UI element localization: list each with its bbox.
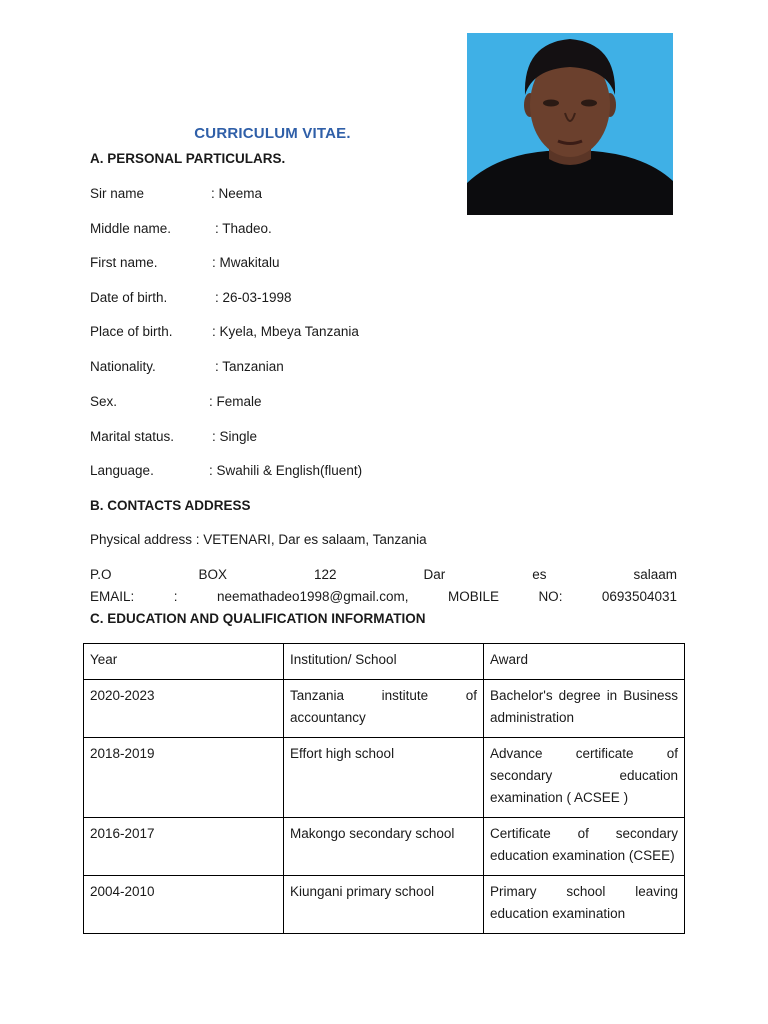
field-value: : Tanzanian xyxy=(215,359,284,374)
education-heading: C. EDUCATION AND QUALIFICATION INFORMATION xyxy=(90,611,426,626)
field-label: Middle name. xyxy=(90,221,172,236)
po-word: es xyxy=(532,567,547,582)
year-cell: 2004-2010 xyxy=(84,876,284,934)
field-value: : 26-03-1998 xyxy=(215,290,292,305)
po-word: 122 xyxy=(313,567,337,582)
table-row xyxy=(84,876,685,934)
education-table xyxy=(83,643,685,934)
field-value: : Neema xyxy=(211,186,263,201)
profile-photo xyxy=(467,33,673,215)
mobile-number: 0693504031 xyxy=(601,589,677,604)
table-header-row xyxy=(84,644,685,680)
field-label: Place of birth. xyxy=(90,324,173,339)
document-title: CURRICULUM VITAE. xyxy=(194,125,351,142)
award-cell: Primary school leaving education examination xyxy=(484,876,685,934)
field-label: Language. xyxy=(90,463,154,478)
email-address: neemathadeo1998@gmail.com, xyxy=(216,589,409,604)
institution-cell: Kiungani primary school xyxy=(284,876,484,934)
year-cell: 2020-2023 xyxy=(84,680,284,738)
field-value: : Mwakitalu xyxy=(212,255,280,270)
field-label: Nationality. xyxy=(90,359,156,374)
field-label: Marital status. xyxy=(90,429,175,444)
award-cell: Certificate of secondary education examination (CSEE) xyxy=(484,818,685,876)
institution-cell: Tanzania institute of accountancy xyxy=(284,680,484,738)
award-cell: Bachelor's degree in Business administration xyxy=(484,680,685,738)
po-word: BOX xyxy=(198,567,227,582)
field-value: : Kyela, Mbeya Tanzania xyxy=(212,324,359,339)
institution-cell: Effort high school xyxy=(284,738,484,818)
table-row xyxy=(84,680,685,738)
table-row xyxy=(84,818,685,876)
po-word: P.O xyxy=(90,567,112,582)
po-word: Dar xyxy=(423,567,446,582)
table-row xyxy=(84,738,685,818)
award-cell: Advance certificate of secondary education examination ( ACSEE ) xyxy=(484,738,685,818)
physical-address: Physical address : VETENARI, Dar es salaam, Tanzania xyxy=(90,532,427,547)
contacts-heading: B. CONTACTS ADDRESS xyxy=(90,498,251,513)
po-box-line xyxy=(90,567,677,582)
field-label: Date of birth. xyxy=(90,290,168,305)
year-cell: 2018-2019 xyxy=(84,738,284,818)
field-value: : Thadeo. xyxy=(215,221,272,236)
field-value: : Swahili & English(fluent) xyxy=(209,463,363,478)
field-label: Sex. xyxy=(90,394,118,409)
email-label: EMAIL: xyxy=(90,589,135,604)
mobile-no-label: NO: xyxy=(538,589,563,604)
column-header: Award xyxy=(484,644,685,680)
mobile-label: MOBILE xyxy=(447,589,499,604)
field-label: First name. xyxy=(90,255,158,270)
institution-cell: Makongo secondary school xyxy=(284,818,484,876)
field-label: Sir name xyxy=(90,186,145,201)
personal-particulars-heading: A. PERSONAL PARTICULARS. xyxy=(90,151,286,166)
year-cell: 2016-2017 xyxy=(84,818,284,876)
field-value: : Female xyxy=(209,394,262,409)
column-header: Year xyxy=(84,644,284,680)
column-header: Institution/ School xyxy=(284,644,484,680)
field-value: : Single xyxy=(212,429,258,444)
po-word: salaam xyxy=(633,567,677,582)
email-colon: : xyxy=(173,589,178,604)
email-mobile-line xyxy=(90,589,677,604)
